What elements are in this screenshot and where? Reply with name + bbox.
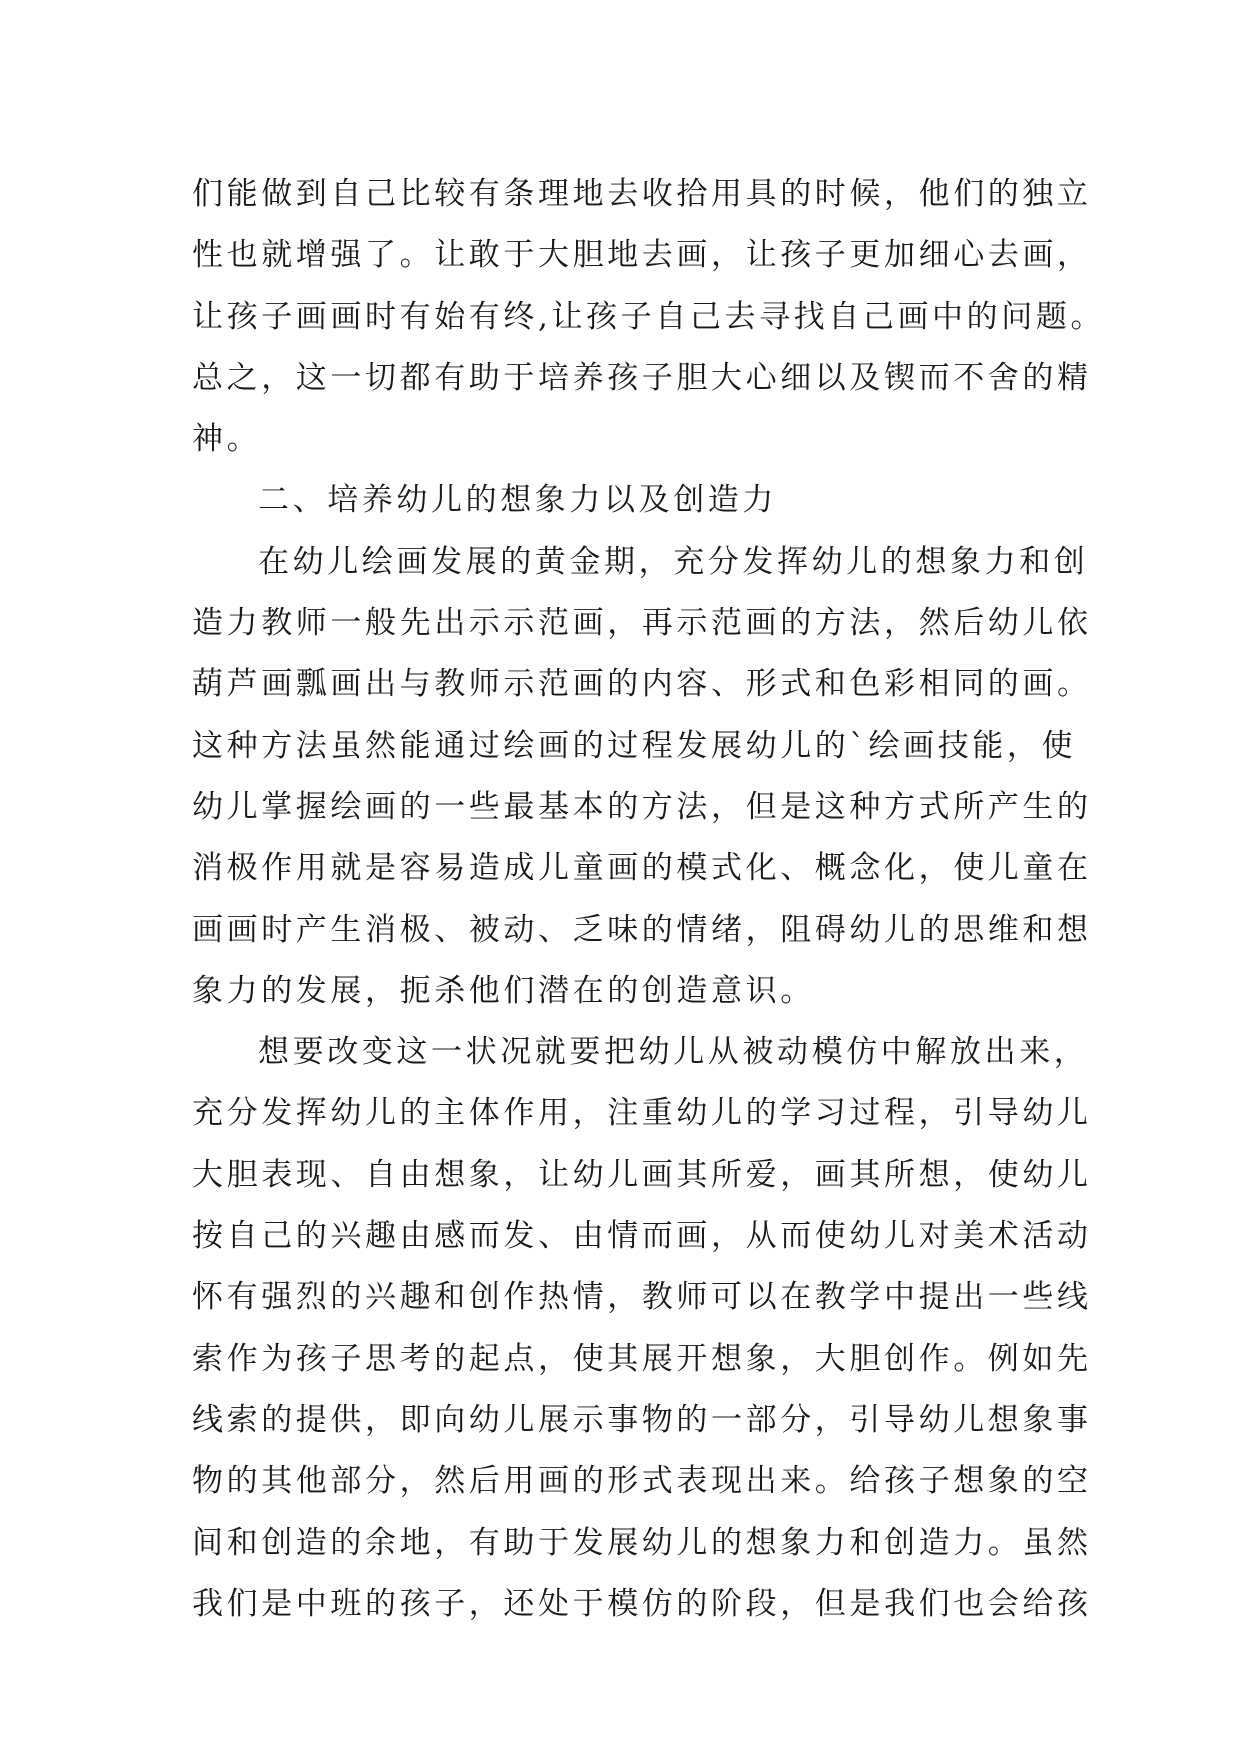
text-line: 让孩子画画时有始有终,让孩子自己去寻找自己画中的问题。 xyxy=(192,298,1106,335)
paragraph-first-line: 想要改变这一状况就要把幼儿从被动模仿中解放出来， xyxy=(258,1034,1089,1071)
paragraph-first-line: 在幼儿绘画发展的黄金期，充分发挥幼儿的想象力和创 xyxy=(258,543,1089,580)
text-line: 索作为孩子思考的起点，使其展开想象，大胆创作。例如先 xyxy=(192,1340,1092,1377)
text-line: 葫芦画瓢画出与教师示范画的内容、形式和色彩相同的画。 xyxy=(192,666,1092,703)
text-line: 我们是中班的孩子，还处于模仿的阶段，但是我们也会给孩 xyxy=(192,1585,1092,1622)
text-line: 线索的提供，即向幼儿展示事物的一部分，引导幼儿想象事 xyxy=(192,1401,1092,1438)
text-line: 总之，这一切都有助于培养孩子胆大心细以及锲而不舍的精 xyxy=(192,359,1092,396)
text-line: 这种方法虽然能通过绘画的过程发展幼儿的`绘画技能，使 xyxy=(192,727,1077,764)
text-line: 神。 xyxy=(192,421,262,458)
text-line: 物的其他部分，然后用画的形式表现出来。给孩子想象的空 xyxy=(192,1463,1092,1500)
text-line: 造力教师一般先出示示范画，再示范画的方法，然后幼儿依 xyxy=(192,605,1092,642)
text-line: 幼儿掌握绘画的一些最基本的方法，但是这种方式所产生的 xyxy=(192,788,1092,825)
text-line: 象力的发展，扼杀他们潜在的创造意识。 xyxy=(192,972,815,1009)
text-line: 间和创造的余地，有助于发展幼儿的想象力和创造力。虽然 xyxy=(192,1524,1092,1561)
text-line: 消极作用就是容易造成儿童画的模式化、概念化，使儿童在 xyxy=(192,850,1092,887)
text-line: 怀有强烈的兴趣和创作热情，教师可以在教学中提出一些线 xyxy=(192,1279,1092,1316)
body-text xyxy=(192,164,1106,1635)
text-line: 充分发挥幼儿的主体作用，注重幼儿的学习过程，引导幼儿 xyxy=(192,1095,1092,1132)
text-line: 画画时产生消极、被动、乏味的情绪，阻碍幼儿的思维和想 xyxy=(192,911,1092,948)
text-line: 们能做到自己比较有条理地去收拾用具的时候，他们的独立 xyxy=(192,176,1092,212)
section-heading: 二、培养幼儿的想象力以及创造力 xyxy=(258,482,777,519)
text-line: 性也就增强了。让敢于大胆地去画，让孩子更加细心去画， xyxy=(192,237,1092,274)
text-line: 大胆表现、自由想象，让幼儿画其所爱，画其所想，使幼儿 xyxy=(192,1156,1092,1193)
text-line: 按自己的兴趣由感而发、由情而画，从而使幼儿对美术活动 xyxy=(192,1218,1092,1255)
